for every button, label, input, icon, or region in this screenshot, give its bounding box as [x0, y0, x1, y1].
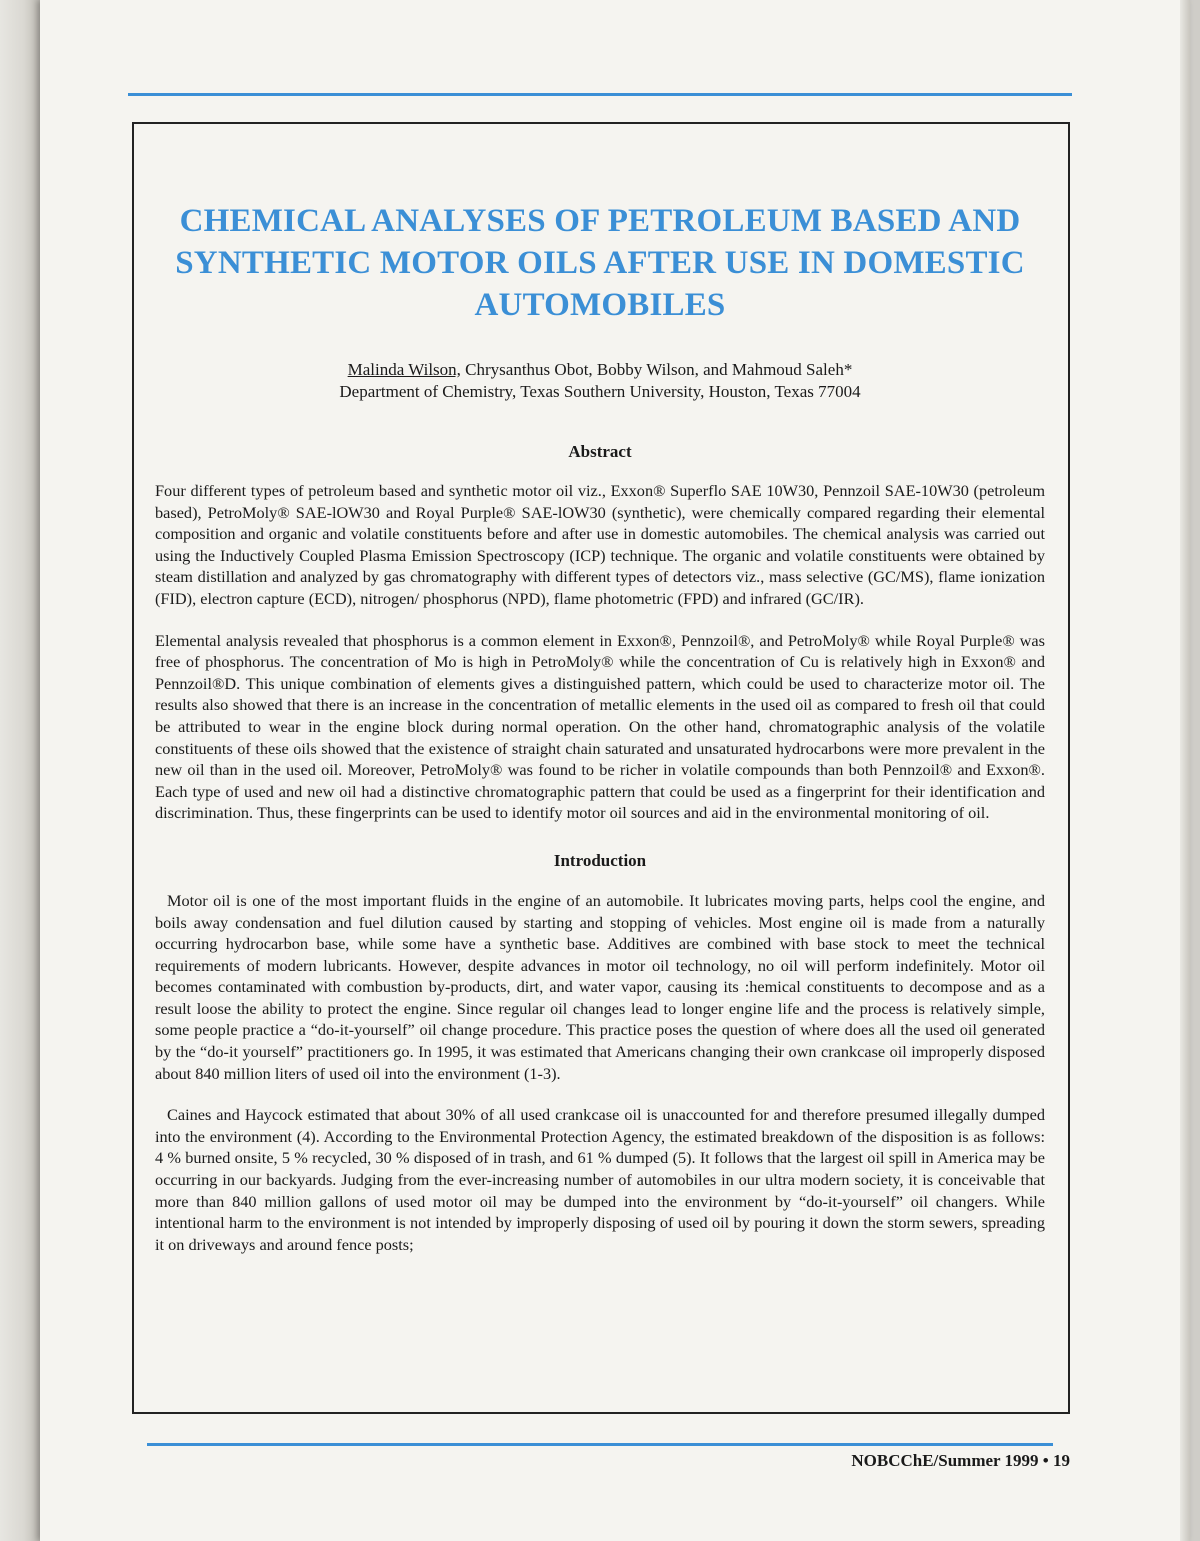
intro-paragraph-1: Motor oil is one of the most important fluids in the engine of an automobile. It lubricates moving parts, helps cool the engine, and boils away condensation and fuel dilution caused by starting and stopping of vehicles. Most engine oil is made from a naturally occurring hydrocarbon base, while some have a synthetic base. Additives are combined with base stock to meet the technical requirements of modern lubricants. However, despite advances in motor oil technology, no oil will perform indefinitely. Motor oil becomes contaminated with combustion by-products, dirt, and water vapor, causing its :hemical constituents to decompose and as a result loose the ability to protect the engine. Since regular oil changes lead to longer engine life and the process is relatively simple, some people practice a “do-it-yourself” oil change procedure. This practice poses the question of where does all the used oil generated by the “do-it yourself” practitioners go. In 1995, it was estimated that Americans changing their own crankcase oil improperly disposed about 840 million liters of used oil into the environment (1-3).: [155, 890, 1045, 1083]
page-footer: NOBCChE/Summer 1999 • 19: [851, 1451, 1070, 1470]
author-list: [155, 359, 1045, 381]
introduction-heading: Introduction: [553, 850, 647, 870]
article-title: CHEMICAL ANALYSES OF PETROLEUM BASED AND SYNTHETIC MOTOR OILS AFTER USE IN DOMESTIC AUTOMOBILES: [175, 203, 1025, 323]
author-block: [155, 359, 1045, 403]
affiliation: Department of Chemistry, Texas Southern University, Houston, Texas 77004: [339, 382, 861, 401]
page-edge: [1180, 0, 1190, 1541]
article-content: [155, 200, 1045, 1255]
binding-gutter: [0, 0, 40, 1541]
bottom-rule: [147, 1443, 1053, 1446]
first-author: Malinda Wilson,: [347, 360, 461, 379]
abstract-paragraph-1: Four different types of petroleum based and synthetic motor oil viz., Exxon® Superflo SAE 10W30, Pennzoil SAE-10W30 (petroleum based), PetroMoly® SAE-lOW30 and Royal Purple® SAE-lOW30 (synthetic), were chemically compared regarding their elemental composition and organic and volatile constituents before and after use in domestic automobiles. The chemical analysis was carried out using the Inductively Coupled Plasma Emission Spectroscopy (ICP) technique. The organic and volatile constituents were obtained by steam distillation and analyzed by gas chromatography with different types of detectors viz., mass selective (GC/MS), flame ionization (FID), electron capture (ECD), nitrogen/ phosphorus (NPD), flame photometric (FPD) and infrared (GC/IR).: [155, 481, 1045, 608]
intro-paragraph-2: Caines and Haycock estimated that about 30% of all used crankcase oil is unaccounted for and therefore presumed illegally dumped into the environment (4). According to the Environmental Protection Agency, the estimated breakdown of the disposition is as follows: 4 % burned onsite, 5 % recycled, 30 % disposed of in trash, and 61 % dumped (5). It follows that the largest oil spill in America may be occurring in our backyards. Judging from the ever-increasing number of automobiles in our ultra modern society, it is conceivable that more than 840 million gallons of used motor oil may be dumped into the environment by “do-it-yourself” oil changers. While intentional harm to the environment is not intended by improperly disposing of used oil by pouring it down the storm sewers, spreading it on driveways and around fence posts;: [155, 1105, 1045, 1254]
abstract-heading: Abstract: [568, 442, 632, 461]
top-rule: [128, 93, 1072, 96]
abstract-paragraph-2: Elemental analysis revealed that phosphorus is a common element in Exxon®, Pennzoil®, and PetroMoly® while Royal Purple® was free of phosphorus. The concentration of Mo is high in PetroMoly® while the concentration of Cu is relatively high in Exxon® and Pennzoil®D. This unique combination of elements gives a distinguished pattern, which could be used to characterize motor oil. The results also showed that there is an increase in the concentration of metallic elements in the used oil as compared to fresh oil that could be attributed to wear in the engine block during normal operation. On the other hand, chromatographic analysis of the volatile constituents of these oils showed that the existence of straight chain saturated and unsaturated hydrocarbons were more prevalent in the new oil than in the used oil. Moreover, PetroMoly® was found to be richer in volatile compounds than both Pennzoil® and Exxon®. Each type of used and new oil had a distinctive chromatographic pattern that could be used as a fingerprint for their identification and discrimination. Thus, these fingerprints can be used to identify motor oil sources and aid in the environmental monitoring of oil.: [155, 630, 1045, 823]
co-authors: Chrysanthus Obot, Bobby Wilson, and Mahmoud Saleh*: [460, 360, 853, 379]
